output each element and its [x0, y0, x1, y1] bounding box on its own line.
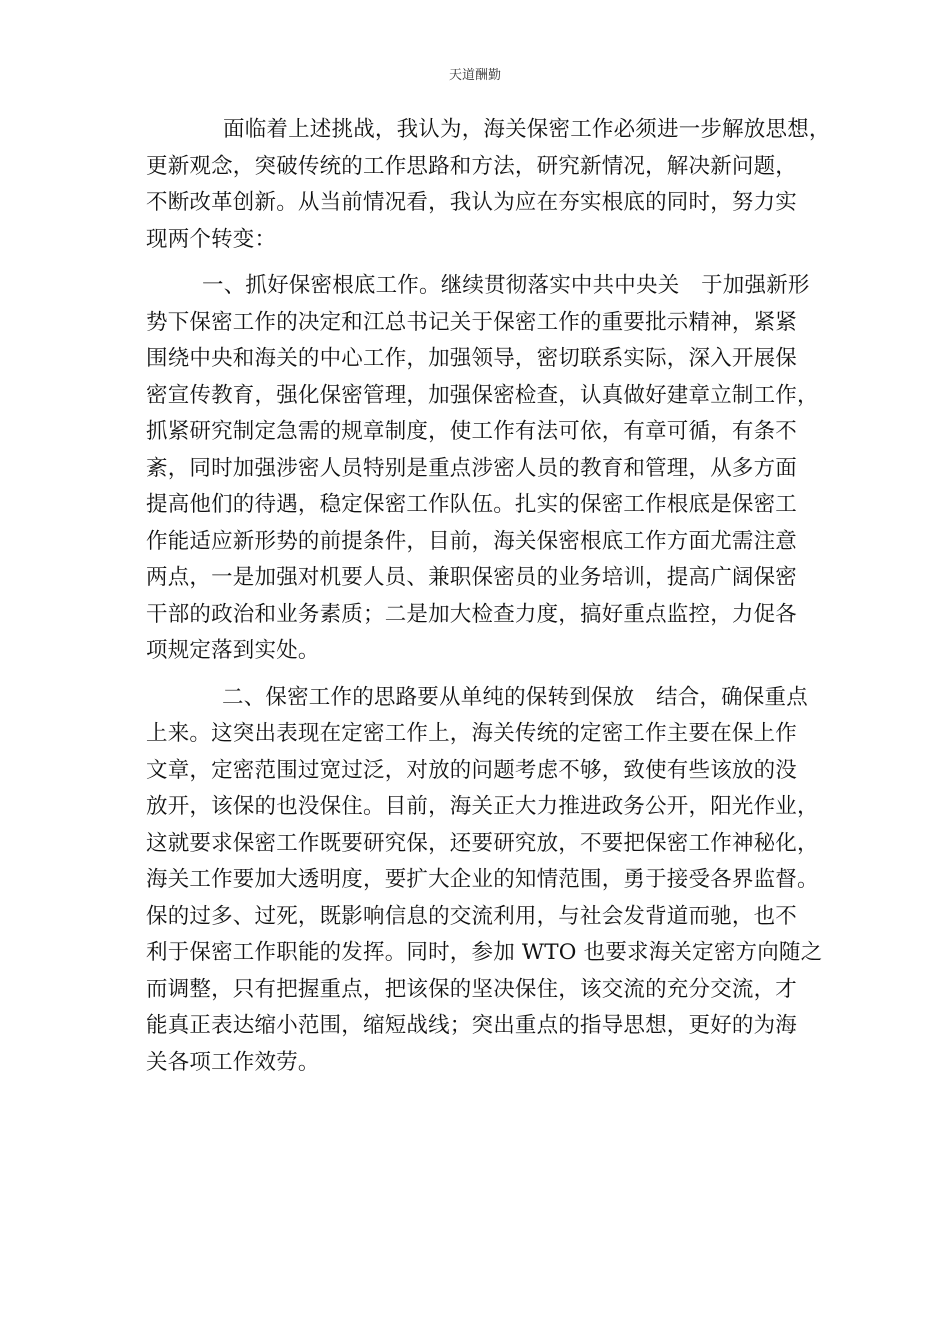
paragraph-line: 现两个转变： — [146, 226, 277, 252]
paragraph-line: 两点，一是加强对机要人员、兼职保密员的业务培训，提高广阔保密 — [146, 565, 798, 590]
paragraph-line: 更新观念，突破传统的工作思路和方法，研究新情况，解决新问题， — [146, 153, 798, 179]
page-header: 天道酬勤 — [448, 68, 501, 83]
paragraph-line: 势下保密工作的决定和江总书记关于保密工作的重要批示精神，紧紧 — [146, 309, 798, 335]
paragraph-line: 而调整，只有把握重点，把该保的坚决保住，该交流的充分交流，才 — [146, 976, 798, 1002]
paragraph-3 — [146, 680, 823, 1082]
paragraph-line: 保的过多、过死，既影响信息的交流利用，与社会发背道而驰，也不 — [146, 903, 798, 929]
paragraph-2 — [146, 268, 819, 670]
paragraph-line: 干部的政治和业务素质；二是加大检查力度，搞好重点监控，力促各 — [146, 601, 798, 627]
paragraph-line: 能真正表达缩小范围，缩短战线；突出重点的指导思想，更好的为海 — [146, 1013, 798, 1038]
paragraph-line: 密宣传教育，强化保密管理，加强保密检查，认真做好建章立制工作， — [146, 382, 819, 408]
document-body — [146, 112, 831, 1081]
paragraph-line: 项规定落到实处。 — [146, 638, 320, 663]
paragraph-1 — [146, 112, 831, 258]
paragraph-line: 上来。这突出表现在定密工作上，海关传统的定密工作主要在保上作 — [146, 721, 798, 746]
paragraph-line: 紊，同时加强涉密人员特别是重点涉密人员的教育和管理，从多方面 — [146, 455, 798, 481]
paragraph-line: 二、保密工作的思路要从单纯的保转到保放 结合，确保重点 — [222, 684, 808, 710]
paragraph-line: 文章，定密范围过宽过泛，对放的问题考虑不够，致使有些该放的没 — [146, 757, 798, 783]
paragraph-line: 关各项工作效劳。 — [146, 1049, 320, 1075]
paragraph-line: 围绕中央和海关的中心工作，加强领导，密切联系实际，深入开展保 — [146, 346, 798, 371]
paragraph-line: 海关工作要加大透明度，要扩大企业的知情范围，勇于接受各界监督。 — [146, 867, 819, 892]
paragraph-gap — [146, 258, 810, 268]
paragraph-line: 提高他们的待遇，稳定保密工作队伍。扎实的保密工作根底是保密工 — [146, 492, 798, 517]
paragraph-line: 这就要求保密工作既要研究保，还要研究放，不要把保密工作神秘化， — [146, 830, 819, 856]
paragraph-line: 一、抓好保密根底工作。继续贯彻落实中共中央关 于加强新形 — [202, 273, 810, 298]
paragraph-line: 面临着上述挑战，我认为，海关保密工作必须进一步解放思想， — [223, 117, 831, 142]
paragraph-line: 利于保密工作职能的发挥。同时，参加 WTO 也要求海关定密方向随之 — [146, 940, 823, 965]
paragraph-line: 不断改革创新。从当前情况看，我认为应在夯实根底的同时，努力实 — [146, 190, 798, 215]
paragraph-gap — [146, 670, 810, 680]
paragraph-line: 抓紧研究制定急需的规章制度，使工作有法可依，有章可循，有条不 — [146, 419, 798, 444]
paragraph-line: 放开，该保的也没保住。目前，海关正大力推进政务公开，阳光作业， — [146, 794, 819, 819]
paragraph-line: 作能适应新形势的前提条件，目前，海关保密根底工作方面尤需注意 — [146, 528, 798, 554]
